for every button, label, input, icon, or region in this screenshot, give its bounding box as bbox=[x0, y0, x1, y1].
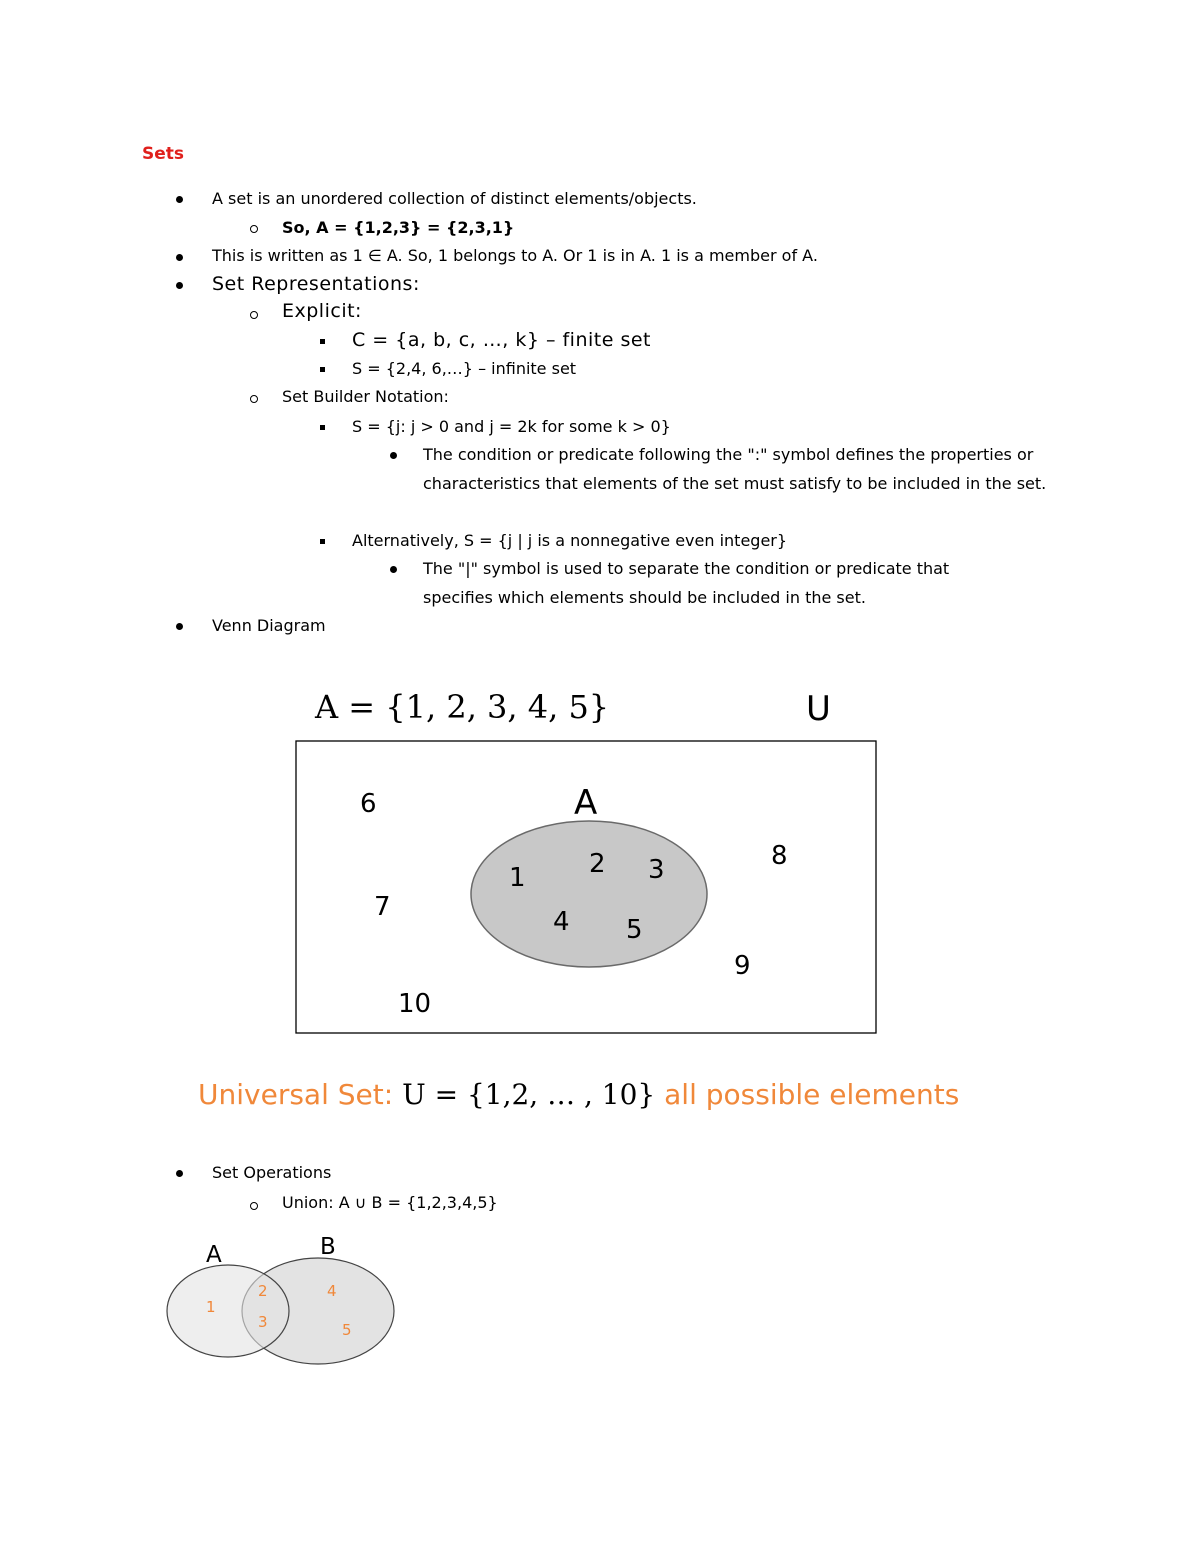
inside-number: 2 bbox=[589, 849, 606, 879]
inside-number: 5 bbox=[626, 915, 643, 945]
set-a-ellipse bbox=[471, 821, 707, 967]
outside-number: 9 bbox=[734, 951, 751, 981]
explicit-text: Explicit: bbox=[282, 300, 362, 322]
sub-bullet-circle bbox=[250, 1202, 258, 1210]
operations-text: Set Operations bbox=[212, 1163, 332, 1182]
union-number: 2 bbox=[258, 1282, 268, 1300]
inside-number: 3 bbox=[648, 855, 665, 885]
union-number: 5 bbox=[342, 1321, 352, 1339]
outside-number: 7 bbox=[374, 892, 391, 922]
union-label-a: A bbox=[206, 1242, 222, 1268]
set-a-label: A bbox=[574, 783, 598, 823]
venn-universe-label: U bbox=[806, 689, 831, 729]
membership-text: This is written as 1 ∈ A. So, 1 belongs to A. Or 1 is in A. 1 is a member of A. bbox=[212, 246, 818, 265]
union-number: 1 bbox=[206, 1298, 216, 1316]
builder-text: Set Builder Notation: bbox=[282, 387, 449, 406]
venn-set-equation: A = {1, 2, 3, 4, 5} bbox=[315, 688, 610, 726]
builder-example: S = {j: j > 0 and j = 2k for some k > 0} bbox=[352, 417, 671, 436]
builder-bar-note: The "|" symbol is used to separate the condition or predicate that specifies which elements should be included in the set. bbox=[423, 559, 950, 607]
universal-set-caption bbox=[198, 1078, 959, 1111]
union-number: 4 bbox=[327, 1282, 337, 1300]
builder-colon-note: The condition or predicate following the ":" symbol defines the properties or characteristics that elements of the set must satisfy to be included in the set. bbox=[423, 445, 1047, 493]
caption-prefix: Universal Set: bbox=[198, 1078, 403, 1111]
inside-number: 1 bbox=[509, 863, 526, 893]
union-label-b: B bbox=[320, 1234, 336, 1260]
explicit-finite: C = {a, b, c, …, k} – finite set bbox=[352, 329, 651, 351]
venn-text: Venn Diagram bbox=[212, 616, 326, 635]
caption-suffix: all possible elements bbox=[655, 1078, 960, 1111]
definition-text: A set is an unordered collection of distinct elements/objects. bbox=[212, 189, 697, 208]
union-text: Union: A ∪ B = {1,2,3,4,5} bbox=[282, 1193, 498, 1212]
explicit-infinite: S = {2,4, 6,…} – infinite set bbox=[352, 359, 577, 378]
outside-number: 10 bbox=[398, 989, 432, 1019]
definition-example: So, A = {1,2,3} = {2,3,1} bbox=[282, 218, 515, 237]
inside-number: 4 bbox=[553, 907, 570, 937]
outside-number: 8 bbox=[771, 841, 788, 871]
heading-sets: Sets bbox=[142, 144, 185, 164]
caption-math: U = {1,2, … , 10} bbox=[402, 1078, 656, 1111]
outside-number: 6 bbox=[360, 789, 377, 819]
union-set-a-ellipse bbox=[167, 1265, 289, 1357]
union-number: 3 bbox=[258, 1313, 268, 1331]
representations-text: Set Representations: bbox=[212, 273, 420, 295]
bullet-dot bbox=[176, 1170, 183, 1177]
builder-alt: Alternatively, S = {j | j is a nonnegative even integer} bbox=[352, 531, 788, 550]
